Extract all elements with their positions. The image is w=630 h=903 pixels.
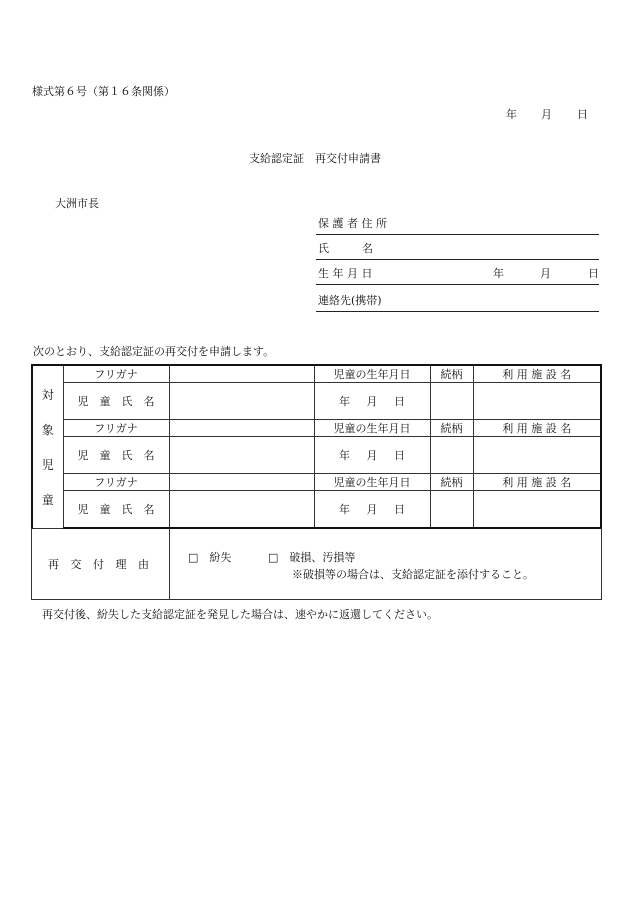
furigana-label: フリガナ <box>63 474 169 491</box>
facility-input[interactable] <box>473 383 601 420</box>
guardian-contact-field[interactable] <box>316 289 599 312</box>
table-row <box>32 383 601 420</box>
intro-text: 次のとおり、支給認定証の再交付を申請します。 <box>33 345 275 358</box>
date-day: 日 <box>577 108 588 121</box>
birth-header: 児童の生年月日 <box>314 420 430 437</box>
child-table <box>31 364 602 529</box>
guardian-birthdate-label: 生 年 月 日 <box>318 267 373 280</box>
relation-input[interactable] <box>430 383 473 420</box>
date-month: 月 <box>541 108 552 121</box>
furigana-input[interactable] <box>169 420 314 437</box>
guardian-address-field[interactable] <box>316 212 599 235</box>
relation-input[interactable] <box>430 491 473 529</box>
relation-input[interactable] <box>430 437 473 474</box>
reissue-reason-label: 再 交 付 理 由 <box>32 528 170 599</box>
guardian-contact-label: 連絡先(携帯) <box>318 294 382 307</box>
child-birthdate-input[interactable] <box>314 491 430 529</box>
birth-header: 児童の生年月日 <box>314 474 430 491</box>
birth-month: 月 <box>366 449 378 462</box>
form-number: 様式第６号（第１６条関係） <box>32 85 175 98</box>
target-child-side-label <box>32 365 63 528</box>
furigana-label: フリガナ <box>63 420 169 437</box>
furigana-input[interactable] <box>169 365 314 383</box>
child-name-input[interactable] <box>169 437 314 474</box>
side-char: 象 <box>41 422 54 437</box>
birth-year: 年 <box>339 395 350 408</box>
birth-header: 児童の生年月日 <box>314 365 430 383</box>
facility-header: 利 用 施 設 名 <box>473 365 601 383</box>
reissue-reason-section <box>31 528 602 600</box>
addressee: 大洲市長 <box>55 197 99 210</box>
birth-year: 年 <box>339 449 350 462</box>
furigana-input[interactable] <box>169 474 314 491</box>
guardian-birth-day: 日 <box>588 267 599 280</box>
furigana-label: フリガナ <box>63 365 169 383</box>
child-name-label: 児 童 氏 名 <box>63 383 169 420</box>
birth-day: 日 <box>394 449 405 462</box>
damaged-checkbox[interactable]: □ 破損、汚損等 <box>268 551 356 564</box>
table-row <box>32 420 601 437</box>
side-char: 児 <box>41 457 54 472</box>
lost-checkbox[interactable]: □ 紛失 <box>188 551 232 564</box>
birth-month: 月 <box>366 503 378 516</box>
table-row <box>32 491 601 529</box>
child-name-input[interactable] <box>169 491 314 529</box>
child-name-input[interactable] <box>169 383 314 420</box>
facility-input[interactable] <box>473 491 601 529</box>
child-name-label: 児 童 氏 名 <box>63 437 169 474</box>
child-name-label: 児 童 氏 名 <box>63 491 169 529</box>
relation-header: 続柄 <box>430 420 473 437</box>
side-char: 童 <box>41 492 54 507</box>
document-title: 支給認定証 再交付申請書 <box>249 152 381 165</box>
birth-day: 日 <box>394 503 405 516</box>
birth-year: 年 <box>339 503 350 516</box>
date-year: 年 <box>506 108 517 121</box>
guardian-birth-month: 月 <box>540 267 551 280</box>
child-birthdate-input[interactable] <box>314 437 430 474</box>
footer-note: 再交付後、紛失した支給認定証を発見した場合は、速やかに返還してください。 <box>42 608 438 621</box>
table-row <box>32 365 601 383</box>
relation-header: 続柄 <box>430 365 473 383</box>
guardian-birth-year: 年 <box>493 267 504 280</box>
facility-header: 利 用 施 設 名 <box>473 420 601 437</box>
guardian-address-label: 保 護 者 住 所 <box>318 217 387 230</box>
birth-day: 日 <box>394 395 405 408</box>
facility-input[interactable] <box>473 437 601 474</box>
facility-header: 利 用 施 設 名 <box>473 474 601 491</box>
table-row <box>32 437 601 474</box>
table-row <box>32 474 601 491</box>
side-char: 対 <box>41 387 54 402</box>
relation-header: 続柄 <box>430 474 473 491</box>
guardian-name-label: 氏 名 <box>318 242 373 255</box>
damage-note: ※破損等の場合は、支給認定証を添付すること。 <box>292 568 534 581</box>
birth-month: 月 <box>366 395 378 408</box>
guardian-birthdate-field[interactable] <box>316 262 599 285</box>
guardian-name-field[interactable] <box>316 237 599 260</box>
child-birthdate-input[interactable] <box>314 383 430 420</box>
